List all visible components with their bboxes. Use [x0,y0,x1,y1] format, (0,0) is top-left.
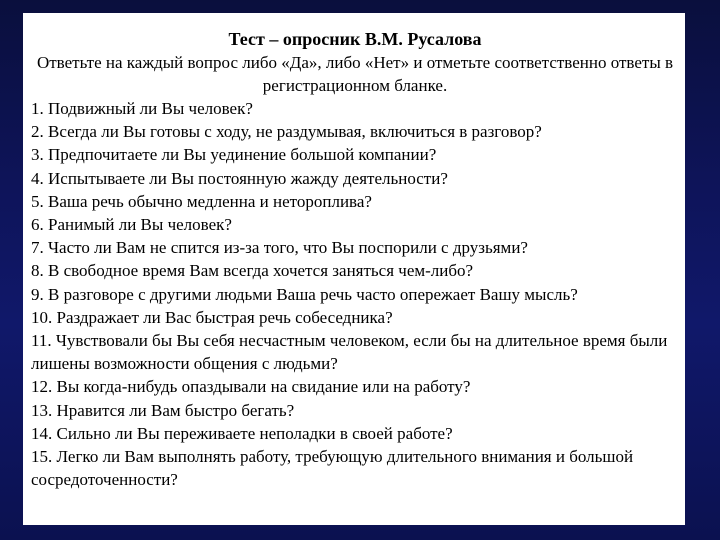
slide-content-card [23,13,685,525]
question-item-5: 5. Ваша речь обычно медленна и нетороплива? [31,191,372,211]
question-item-10: 10. Раздражает ли Вас быстрая речь собеседника? [31,307,393,327]
question-item-8: 8. В свободное время Вам всегда хочется заняться чем-либо? [31,261,474,281]
question-item-14: 14. Сильно ли Вы переживаете неполадки в своей работе? [31,423,453,443]
question-item-6: 6. Ранимый ли Вы человек? [31,215,232,235]
question-item-15: 15. Легко ли Вам выполнять работу, требующую длительного внимания и большой сосредоточенности? [31,447,634,490]
question-item-9: 9. В разговоре с другими людьми Ваша речь часто опережает Вашу мысль? [31,284,578,304]
question-list [31,97,679,491]
question-item-13: 13. Нравится ли Вам быстро бегать? [31,400,295,420]
slide-title: Тест – опросник В.М. Русалова [228,29,482,49]
instructions-text: Ответьте на каждый вопрос либо «Да», либо «Нет» и отметьте соответственно ответы в регистрационном бланке. [36,53,674,95]
question-item-4: 4. Испытываете ли Вы постоянную жажду деятельности? [31,168,448,188]
question-item-3: 3. Предпочитаете ли Вы уединение большой компании? [31,145,437,165]
question-item-7: 7. Часто ли Вам не спится из-за того, что Вы поспорили с друзьями? [31,238,528,258]
question-item-12: 12. Вы когда-нибудь опаздывали на свидание или на работу? [31,377,471,397]
question-item-1: 1. Подвижный ли Вы человек? [31,99,253,118]
question-item-2: 2. Всегда ли Вы готовы с ходу, не раздумывая, включиться в разговор? [31,122,542,142]
question-item-11: 11. Чувствовали бы Вы себя несчастным человеком, если бы на длительное время были лишены возможности общения с людьми? [31,331,668,374]
